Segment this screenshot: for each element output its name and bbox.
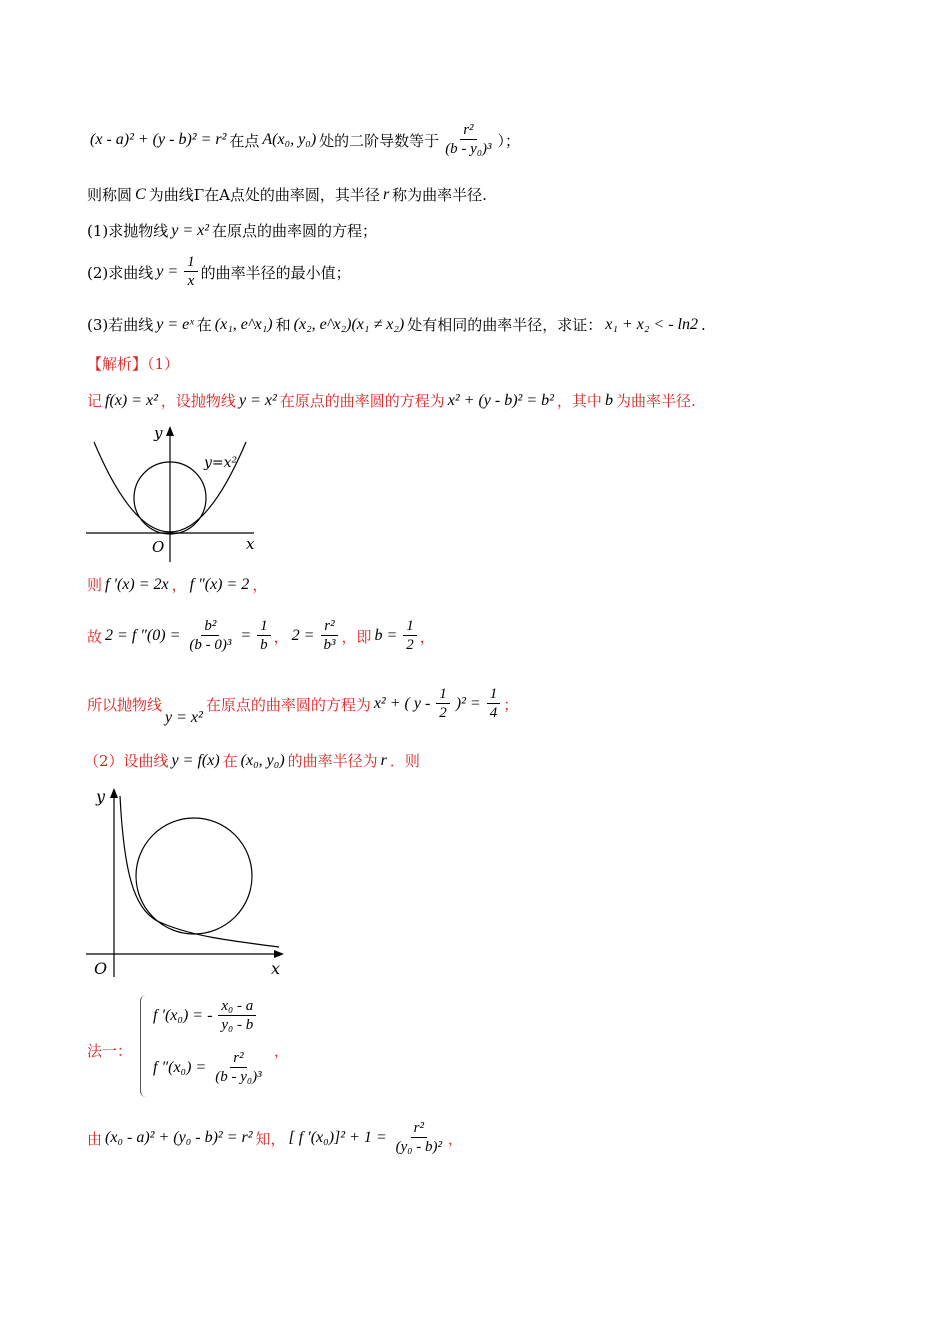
fraction: $\frac{\text{r²}}{\text{b³}}$ — [320, 618, 338, 654]
text: (3)若曲线 — [87, 316, 154, 334]
point: (x₀, y₀) — [240, 751, 285, 769]
problem-line-1 — [87, 122, 520, 158]
system-end — [274, 1040, 289, 1061]
text: (2)求曲线 — [87, 263, 154, 282]
text: 处有相同的曲率半径，求证： — [407, 316, 603, 334]
text: ， — [273, 627, 289, 646]
fraction: $\frac{\text{r²}}{\text{(y₀ - b)²}}$ — [395, 1120, 443, 1155]
text: ，即 — [341, 627, 372, 646]
text: ，设抛物线 — [160, 392, 236, 410]
text: ， — [274, 1042, 290, 1060]
text: ， — [171, 576, 187, 594]
text: ，其中 — [556, 392, 602, 410]
y-axis-label: y — [96, 787, 106, 806]
text: ， — [419, 627, 435, 646]
heading: 【解析】（1） — [87, 355, 180, 373]
fraction: $\frac{\text{r²}}{\text{(b - y₀)³}}$ — [445, 122, 492, 157]
text: ； — [503, 695, 519, 714]
curve-label: y=x² — [204, 455, 238, 471]
point: (x₂, e^x₂)(x₁ ≠ x₂) — [293, 315, 405, 333]
equation: [ f ′(x₀)]² + 1 = — [288, 1129, 387, 1146]
equation: y = f(x) — [171, 751, 220, 769]
equation: y = x² — [165, 709, 203, 726]
equation: y = eˣ — [156, 315, 194, 333]
fraction: $\frac{\text{r²}}{\text{(b - y₀)³}}$ — [215, 1050, 262, 1085]
equation: )² = — [455, 695, 481, 712]
text: 在原点的曲率圆的方程为 — [205, 695, 371, 714]
equation: 2 = — [291, 627, 315, 644]
equals: = — [240, 627, 252, 644]
solution-line-1 — [87, 390, 696, 411]
var: b — [604, 391, 613, 409]
text: 在 — [196, 316, 212, 334]
text: 在点 — [229, 131, 260, 150]
text: 的曲率半径为 — [287, 752, 378, 770]
inequality: x₁ + x₂ < - ln2 — [605, 315, 698, 333]
equation: f ″(x₀) = — [153, 1059, 207, 1076]
fraction: $\frac{\text{b²}}{\text{(b - 0)³}}$ — [189, 618, 232, 653]
system-eq-1 — [150, 998, 259, 1034]
second-derivative: f ″(x) = 2 — [189, 575, 250, 593]
origin-label: O — [94, 959, 108, 978]
x-axis-label: x — [246, 535, 254, 553]
equation: y = x² — [238, 391, 277, 409]
text: （2）设曲线 — [84, 752, 169, 770]
text: . — [700, 315, 706, 334]
fraction: $\frac{1}{b}$ — [257, 618, 271, 654]
text: 故 — [87, 627, 103, 646]
fraction: $\frac{1}{2}$ — [436, 686, 450, 722]
method-one-label — [87, 1040, 132, 1061]
hyperbola-figure — [84, 784, 289, 979]
text: 则 — [87, 576, 103, 594]
equation: (x₀ - a)² + (y₀ - b)² = r² — [105, 1129, 253, 1146]
solution-line-7 — [87, 1120, 463, 1156]
text: ， — [448, 1129, 464, 1148]
fraction: $\frac{1}{4}$ — [487, 686, 501, 722]
text: 为曲线Γ在A点处的曲率圆，其半径 — [148, 186, 380, 204]
circle-equation: (x - a)² + (y - b)² = r² — [90, 131, 227, 148]
text: 在 — [222, 752, 238, 770]
text: 法一： — [87, 1042, 133, 1060]
parabola-figure — [84, 422, 254, 564]
system-eq-2 — [150, 1050, 268, 1086]
problem-line-2 — [87, 184, 487, 205]
equation: b = — [374, 627, 398, 644]
text: 在原点的曲率圆的方程为 — [279, 392, 445, 410]
solution-line-2 — [87, 574, 267, 595]
first-derivative: f ′(x) = 2x — [105, 575, 169, 593]
solution-line-4 — [87, 686, 519, 726]
text: 记 — [87, 392, 103, 410]
fraction: $\frac{\text{x₀ - a}}{\text{y₀ - b}}$ — [218, 998, 256, 1034]
equation: f ′(x₀) = - — [153, 1007, 213, 1024]
var: r — [382, 185, 390, 203]
text: 为曲率半径. — [615, 392, 696, 410]
equation: x² + (y - b)² = b² — [447, 391, 554, 409]
text: ．则 — [389, 752, 420, 770]
solution-line-5 — [84, 750, 420, 771]
text: 处的二阶导数等于 — [319, 131, 440, 150]
text: 的曲率半径的最小值； — [200, 263, 351, 282]
text: 所以抛物线 — [87, 695, 163, 714]
text: 和 — [275, 316, 291, 334]
fraction: $\frac{1}{x}$ — [184, 254, 198, 290]
var: C — [135, 185, 146, 203]
question-2 — [87, 254, 351, 290]
equation: y = — [156, 263, 179, 280]
point: (x₁, e^x₁) — [214, 315, 273, 333]
text: 则称圆 — [87, 186, 133, 204]
x-axis-label: x — [271, 959, 281, 978]
question-1 — [87, 220, 377, 241]
text: ）； — [497, 131, 521, 150]
text: 在原点的曲率圆的方程； — [212, 222, 378, 240]
text: 称为曲率半径. — [392, 186, 487, 204]
origin-label: O — [152, 538, 165, 556]
equation: 2 = f ″(0) = — [105, 627, 181, 644]
solution-line-3 — [87, 618, 435, 654]
equation: x² + ( y - — [373, 695, 431, 712]
solution-heading — [87, 353, 179, 374]
question-3 — [87, 314, 706, 335]
text: (1)求抛物线 — [87, 222, 169, 240]
equation: y = x² — [171, 221, 210, 239]
var: r — [380, 751, 387, 769]
text: 知， — [255, 1129, 286, 1148]
text: ， — [252, 576, 268, 594]
y-axis-label: y — [154, 424, 163, 442]
text: 由 — [87, 1129, 103, 1148]
equation: f(x) = x² — [105, 391, 158, 409]
fraction: $\frac{1}{2}$ — [403, 618, 417, 654]
system-brace — [140, 995, 149, 1097]
point-a: A(x₀, y₀) — [262, 131, 317, 148]
